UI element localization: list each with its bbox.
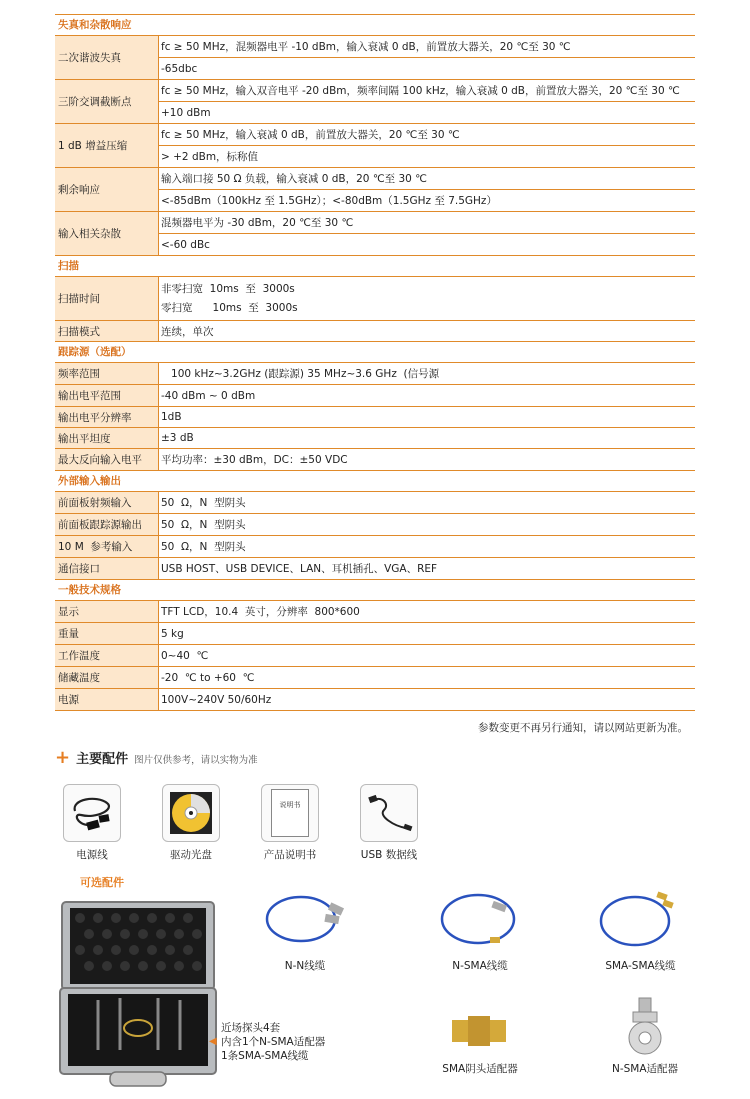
row-key: 扫描模式 xyxy=(55,321,159,341)
accessory-driver-cd xyxy=(156,784,226,862)
table-row xyxy=(55,449,695,471)
row-value: -40 dBm ~ 0 dBm xyxy=(161,389,256,402)
row-key: 通信接口 xyxy=(55,558,159,579)
table-row xyxy=(55,623,695,645)
section-title-tracking-source: 跟踪源（选配） xyxy=(55,342,695,363)
row-key: 三阶交调截断点 xyxy=(55,80,159,123)
row-value: 1dB xyxy=(161,411,182,423)
table-row xyxy=(55,277,695,321)
row-value: fc ≥ 50 MHz，输入衰减 0 dB，前置放大器关，20 ℃至 30 ℃ xyxy=(161,129,460,141)
probe-kit-line: 近场探头4套 xyxy=(221,1022,281,1034)
row-value: TFT LCD，10.4 英寸，分辨率 800*600 xyxy=(161,606,360,618)
row-key: 重量 xyxy=(55,623,159,644)
section-title-io: 外部输入输出 xyxy=(55,471,695,492)
power-cable-icon xyxy=(67,791,117,835)
accessory-label: 产品说明书 xyxy=(263,849,317,861)
table-row xyxy=(55,407,695,428)
table-row xyxy=(55,428,695,449)
optional-sma-adapter xyxy=(430,1000,530,1076)
optional-label: SMA-SMA线缆 xyxy=(605,960,676,972)
table-row xyxy=(55,689,695,711)
optional-label: SMA阴头适配器 xyxy=(442,1063,518,1075)
accessory-power-cable xyxy=(57,784,127,862)
row-value: 非零扫宽 10ms 至 3000s xyxy=(161,282,295,295)
row-value: -65dbc xyxy=(159,57,695,79)
table-row xyxy=(55,601,695,623)
optional-label: N-SMA适配器 xyxy=(611,1063,679,1075)
row-value: ±3 dB xyxy=(161,432,194,444)
optional-n-n-cable xyxy=(255,885,355,973)
disclaimer-note: 参数变更不再另行通知，请以网站更新为准。 xyxy=(478,722,688,734)
row-key: 二次谐波失真 xyxy=(55,36,159,79)
row-key: 扫描时间 xyxy=(55,277,159,320)
row-value: USB HOST、USB DEVICE、LAN、耳机插孔、VGA、REF xyxy=(161,563,438,575)
accessories-subtitle: 图片仅供参考，请以实物为准 xyxy=(134,755,258,766)
row-key: 电源 xyxy=(55,689,159,710)
spec-table xyxy=(55,14,695,711)
row-value: 100V~240V 50/60Hz xyxy=(161,693,272,706)
table-row xyxy=(55,168,695,212)
table-row xyxy=(55,124,695,168)
row-value: -20 ℃ to +60 ℃ xyxy=(161,671,255,684)
accessories-heading xyxy=(55,748,258,767)
row-key: 输入相关杂散 xyxy=(55,212,159,255)
row-value: 零扫宽 10ms 至 3000s xyxy=(161,301,298,314)
sma-adapter-icon xyxy=(430,1000,530,1058)
table-row xyxy=(55,558,695,580)
row-key: 1 dB 增益压缩 xyxy=(55,124,159,167)
row-value: 50 Ω，N 型阴头 xyxy=(161,497,246,509)
row-value: +10 dBm xyxy=(159,101,695,123)
row-value: fc ≥ 50 MHz，输入双音电平 -20 dBm，频率间隔 100 kHz，输入衰减 0 dB，前置放大器关，20 ℃至 30 ℃ xyxy=(161,85,680,97)
row-value: fc ≥ 50 MHz，混频器电平 -10 dBm，输入衰减 0 dB，前置放大器关，20 ℃至 30 ℃ xyxy=(161,41,571,53)
row-key: 剩余响应 xyxy=(55,168,159,211)
section-title-distortion: 失真和杂散响应 xyxy=(55,15,695,36)
row-value: <-85dBm（100kHz 至 1.5GHz）；<-80dBm（1.5GHz 至 7.5GHz） xyxy=(159,189,695,211)
row-value: 50 Ω，N 型阴头 xyxy=(161,541,246,553)
table-row xyxy=(55,363,695,385)
section-title-sweep: 扫描 xyxy=(55,256,695,277)
row-key: 显示 xyxy=(55,601,159,622)
accessory-manual xyxy=(255,784,325,862)
manual-cover-text: 说明书 xyxy=(279,801,301,809)
row-key: 输出电平分辨率 xyxy=(55,407,159,427)
row-key: 10 M 参考输入 xyxy=(55,536,159,557)
n-sma-cable-icon xyxy=(430,885,530,955)
row-key: 频率范围 xyxy=(55,363,159,384)
accessory-label: 电源线 xyxy=(76,849,108,861)
manual-icon xyxy=(271,789,309,837)
row-key: 储藏温度 xyxy=(55,667,159,688)
row-value: 50 Ω，N 型阴头 xyxy=(161,519,246,531)
sma-sma-cable-icon xyxy=(591,885,691,955)
row-key: 最大反向输入电平 xyxy=(55,449,159,470)
row-key: 前面板跟踪源输出 xyxy=(55,514,159,535)
accessory-label: USB 数据线 xyxy=(360,849,418,861)
optional-sma-sma-cable xyxy=(588,885,693,973)
probe-kit-line: 内含1个N-SMA适配器 xyxy=(221,1036,326,1048)
usb-cable-icon xyxy=(364,790,414,836)
accessory-usb-cable xyxy=(354,784,424,862)
row-value: 100 kHz~3.2GHz (跟踪源) 35 MHz~3.6 GHz (信号源 xyxy=(161,368,440,380)
row-value: 输入端口接 50 Ω 负载，输入衰减 0 dB，20 ℃至 30 ℃ xyxy=(161,173,427,185)
row-value: 混频器电平为 -30 dBm，20 ℃至 30 ℃ xyxy=(161,217,354,229)
probe-kit-case-image xyxy=(58,900,218,1090)
row-key: 输出电平范围 xyxy=(55,385,159,406)
table-row xyxy=(55,212,695,256)
probe-kit-description xyxy=(209,1021,326,1063)
n-n-cable-icon xyxy=(255,885,355,955)
table-row xyxy=(55,514,695,536)
table-row xyxy=(55,645,695,667)
table-row xyxy=(55,492,695,514)
optional-label: N-N线缆 xyxy=(284,960,326,972)
probe-kit-line: 1条SMA-SMA线缆 xyxy=(221,1050,309,1062)
driver-cd-icon xyxy=(167,789,215,837)
optional-title: 可选配件 xyxy=(80,876,124,889)
table-row xyxy=(55,321,695,342)
table-row xyxy=(55,36,695,80)
row-key: 前面板射频输入 xyxy=(55,492,159,513)
row-value: 0~40 ℃ xyxy=(161,649,209,662)
probe-kit-case-icon xyxy=(58,900,218,1090)
row-value: > +2 dBm，标称值 xyxy=(159,145,695,167)
table-row xyxy=(55,536,695,558)
accessory-label: 驱动光盘 xyxy=(170,849,212,861)
row-key: 工作温度 xyxy=(55,645,159,666)
n-sma-adapter-icon xyxy=(595,996,695,1058)
optional-n-sma-adapter xyxy=(595,996,695,1076)
table-row xyxy=(55,80,695,124)
accessories-title: 主要配件 xyxy=(76,752,129,767)
row-value: 5 kg xyxy=(161,627,184,640)
table-row xyxy=(55,385,695,407)
plus-icon: + xyxy=(55,747,71,768)
optional-label: N-SMA线缆 xyxy=(452,960,508,972)
left-arrow-icon: ◀ xyxy=(209,1036,217,1047)
section-title-general: 一般技术规格 xyxy=(55,580,695,601)
optional-n-sma-cable xyxy=(430,885,530,973)
row-key: 输出平坦度 xyxy=(55,428,159,448)
row-value: <-60 dBc xyxy=(159,233,695,255)
row-value: 平均功率：±30 dBm，DC：±50 VDC xyxy=(161,454,348,466)
row-value: 连续，单次 xyxy=(161,325,214,338)
table-row xyxy=(55,667,695,689)
